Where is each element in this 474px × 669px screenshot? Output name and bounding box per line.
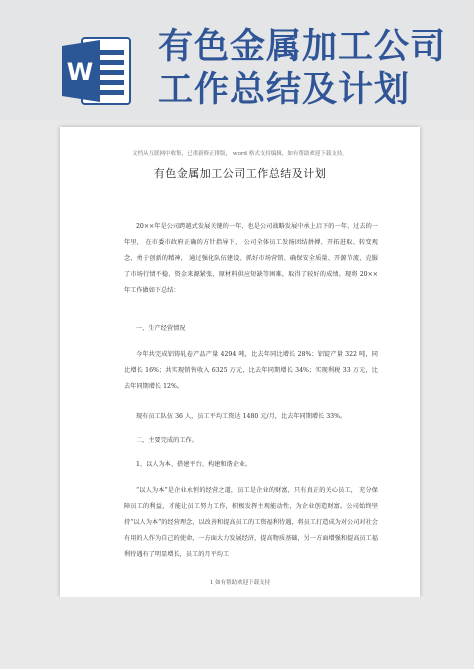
paragraph-staff: 现有员工队伍 36 人，员工平均工资达 1480 元/月，比去年同期增长 33%。 xyxy=(136,413,347,420)
document-page xyxy=(60,127,420,597)
page-footer: 1 如有帮助欢迎下载支持 xyxy=(209,580,271,586)
banner-title xyxy=(158,26,468,112)
banner-title-line1: 有色金属加工公司 xyxy=(158,27,447,67)
word-logo-letter: W xyxy=(66,58,94,86)
section-heading-1: 一、生产经营情况 xyxy=(136,325,186,332)
paragraph-people-first: “以人为本”是企业永恒的经营之道，员工是企业的财富，只有真正的关心员工， 充分保障员工的利益，才能让员工努力工作，积极发挥主观能动性，为企业创造财富。公司始终坚持“以人为本”的经营理念，以改善和提高员工的工资福利待遇，将员工打造成为对公司对社会有用的人作为自己的使命，一方面大力发展经济，提高物质基础，另一方面增强和提高员工福利待遇有了明显增长，员工的月平均工 xyxy=(124,487,378,558)
section-heading-2: 二、主要完成的工作。 xyxy=(136,437,198,444)
paragraph-intro: 20××年是公司跨越式发展关键的一年，也是公司战略发展中承上启下的一年、过去的一年里， 在市委市政府正确的方针指导下， 公司全体员工发扬团结拼搏、开拓进取、转变观念、勇于创新的精神， 通过强化队伍建设、抓好市场营销、确保安全质量、开源节流，克服了市场行情不稳、资金来源紧张、原材料供应短缺等困难，取得了较好的成绩。现将 20××年工作做如下总结： xyxy=(124,223,378,294)
download-notice: 文档从互联网中收集，已重新修正排版， word 格式支持编辑，如有帮助欢迎下载支持。 xyxy=(132,151,348,157)
bottom-background xyxy=(0,597,474,669)
banner xyxy=(0,0,474,120)
banner-title-line2: 工作总结及计划 xyxy=(158,70,411,110)
document-title: 有色金属加工公司工作总结及计划 xyxy=(153,167,327,180)
subsection-heading-1: 1、以人为本、搭建平台、构建和谐企业。 xyxy=(136,461,252,468)
paragraph-production: 今年共完成铝铸轧卷产品产量 4294 吨，比去年同比增长 28%；铝锭产量 322 吨，同比增长 16%；共实现销售收入 6325 万元，比去年同期增长 34%；实现利税 33 万元，比去年同期增长 12%。 xyxy=(124,351,378,390)
word-icon xyxy=(60,34,134,108)
